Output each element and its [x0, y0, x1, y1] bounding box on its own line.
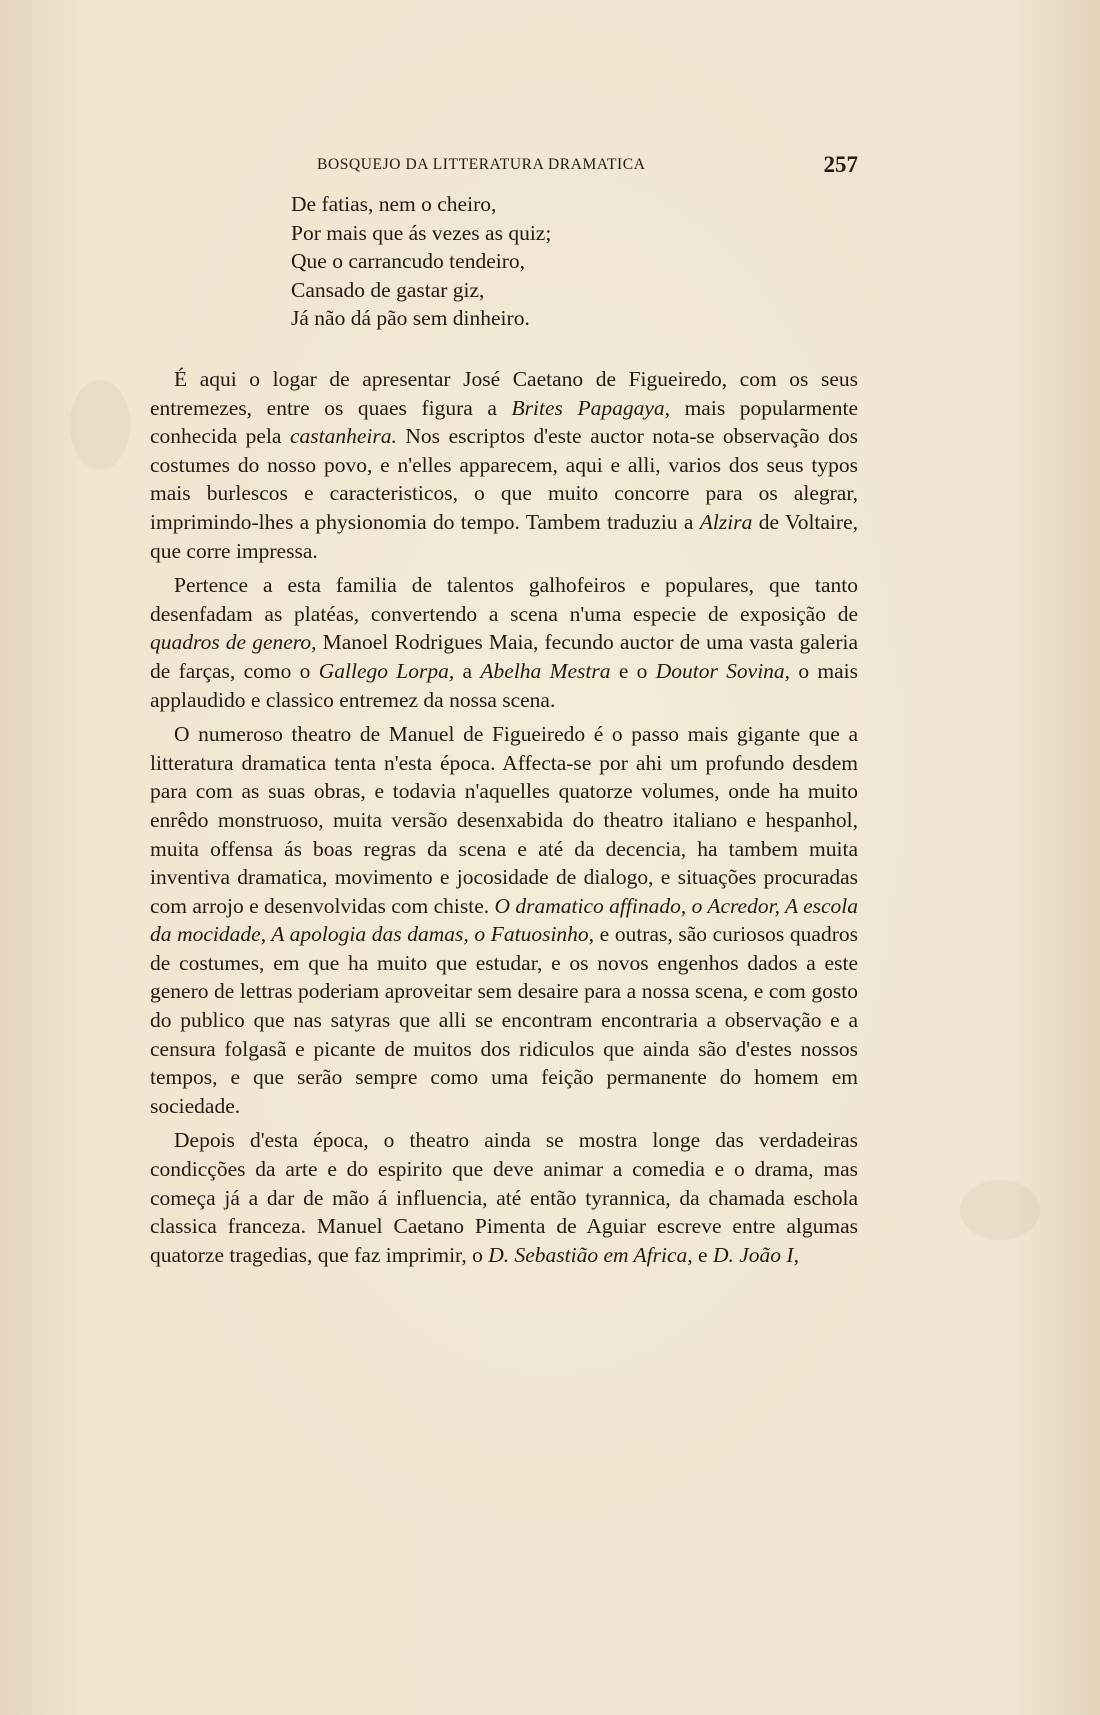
verse-line: Por mais que ás vezes as quiz; [291, 220, 552, 245]
italic-title: D. Sebastião em Africa, [488, 1242, 693, 1267]
italic-title: Alzira [699, 509, 753, 534]
text-run: e o [610, 658, 656, 683]
paragraph [150, 1126, 858, 1269]
text-run: mais popularmente conhecida pela [150, 395, 858, 449]
italic-title: Brites Papagaya, [511, 395, 670, 420]
text-run: O numeroso theatro de Manuel de Figueiredo é o passo mais gigante que a litteratura dramatica tenta n'esta época. Affecta-se por ahi um profundo desdem para com as suas obras, e todavia n'aquelles quatorze volumes, onde ha muito enrêdo monstruoso, muita versão desenxabida do theatro italiano e hespanhol, muita offensa ás boas regras da scena e até da decencia, ha tambem muita inventiva dramatica, movimento e jocosidade de dialogo, e situações procuradas com arrojo e desenvolvidas com chiste. [150, 722, 858, 918]
text-run: a [454, 658, 481, 683]
italic-title: quadros de genero, [150, 630, 317, 655]
italic-title: Gallego Lorpa, [318, 658, 455, 683]
italic-title: Abelha Mestra [480, 658, 611, 683]
page-number: 257 [823, 152, 858, 177]
running-head [150, 152, 858, 178]
verse-line: Já não dá pão sem dinheiro. [291, 306, 530, 331]
text-run: o mais applaudido e classico entremez da nossa scena. [150, 658, 859, 712]
paragraph [150, 365, 858, 565]
body-text [150, 365, 858, 1275]
verse-line: De fatias, nem o cheiro, [291, 192, 497, 216]
text-run: É aqui o logar de apresentar José Caetano de Figueiredo, com os seus entremezes, entre os quaes figura a [150, 367, 858, 420]
text-run: e outras, são curiosos quadros de costumes, em que ha muito que estudar, e os novos engenhos dados a este genero de lettras poderiam aproveitar sem desaire para a nossa scena, e com gosto do publico que nas satyras que alli se encontram encontraria a observação e a censura folgasã e picante de muitos dos ridiculos que ainda são d'estes nossos tempos, e que serão sempre como uma feição permanente do homem em sociedade. [150, 922, 858, 1118]
italic-title: castanheira. [289, 424, 397, 449]
text-run: Nos escriptos d'este auctor nota-se observação dos costumes do nosso povo, e n'elles apparecem, aqui e alli, varios dos seus typos mais burlescos e caracteristicos, o que muito concorre para os alegrar, imprimindo-lhes a physionomia do tempo. Tambem traduziu a [150, 424, 858, 534]
paragraph [150, 720, 858, 1120]
text-run: Depois d'esta época, o theatro ainda se mostra longe das verdadeiras condicções da arte e do espirito que deve animar a comedia e o drama, mas começa já a dar de mão á influencia, até então tyrannica, da chamada eschola classica franceza. Manuel Caetano Pimenta de Aguiar escreve entre algumas quatorze tragedias, que faz imprimir, o [150, 1128, 858, 1267]
italic-title: O dramatico affinado, o Acredor, A escola da mocidade, A apologia das damas, o Fatuosinho, [150, 893, 858, 947]
verse-block [291, 190, 551, 333]
text-run: Manoel Rodrigues Maia, fecundo auctor de uma vasta galeria de farças, como o [150, 630, 858, 683]
text-run: de Voltaire, que corre impressa. [150, 509, 858, 563]
running-title: BOSQUEJO DA LITTERATURA DRAMATICA [317, 156, 646, 173]
text-run: e [692, 1242, 713, 1267]
paragraph [150, 571, 858, 714]
verse-line: Que o carrancudo tendeiro, [291, 249, 526, 274]
text-run: Pertence a esta familia de talentos galhofeiros e populares, que tanto desenfadam as platéas, convertendo a scena n'uma especie de exposição de [150, 573, 858, 626]
italic-title: Doutor Sovina, [655, 658, 791, 683]
italic-title: D. João I, [712, 1242, 799, 1267]
verse-line: Cansado de gastar giz, [291, 277, 485, 302]
paper-stain [960, 1180, 1040, 1240]
paper-stain [70, 380, 130, 470]
